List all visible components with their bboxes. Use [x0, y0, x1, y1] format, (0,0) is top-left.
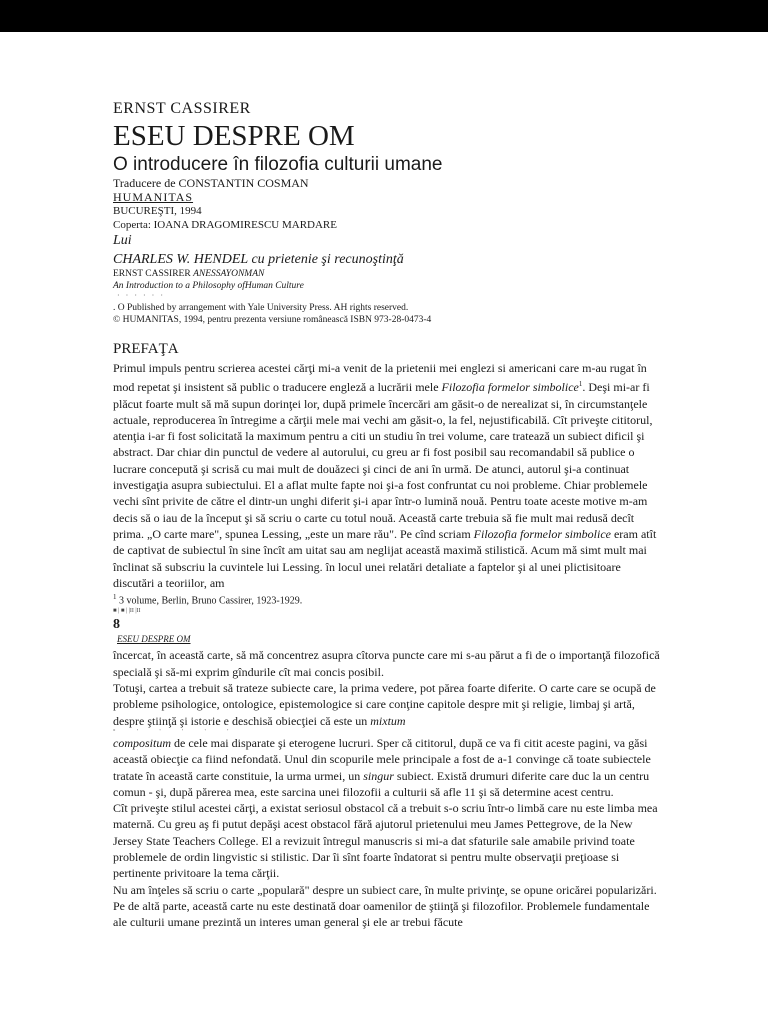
original-subtitle: An Introduction to a Philosophy ofHuman Culture: [113, 281, 304, 291]
page-break-mark: ■ | ■ | |II |II: [113, 608, 141, 615]
book-subtitle: O introducere în filozofia culturii umane: [113, 154, 443, 175]
decorative-dots: · · · · · ·: [117, 291, 165, 300]
original-author-line: [113, 268, 661, 280]
publisher-name: HUMANITAS: [113, 190, 194, 204]
author-name: ERNST CASSIRER: [113, 100, 251, 117]
preface-paragraph-2: încercat, în această carte, să mă concentrez asupra cîtorva puncte care mi s-au părut a fi de o importanţă filozofică specială şi să-mi exprim gîndurile cît mai concis posibil.: [113, 648, 660, 679]
copyright-line-2: © HUMANITAS, 1994, pentru prezenta versiune românească ISBN 973-28-0473-4: [113, 315, 432, 325]
book-title: ESEU DESPRE OM: [113, 120, 355, 152]
original-title: ANESSAYONMAN: [193, 269, 265, 279]
original-author: ERNST CASSIRER: [113, 269, 191, 279]
footnote: $^1$ 3 volume, Berlin, Bruno Cassirer, 1923-1929.: [113, 593, 303, 607]
dedication-line-2: CHARLES W. HENDEL cu prietenie şi recunoştinţă: [113, 252, 404, 267]
preface-paragraph-3: Totuşi, cartea a trebuit să trateze subiecte care, la prima vedere, pot părea foarte diferite. O carte care se ocupă de probleme psihologice, ontologice, epistemologice si care conţine capitole despre mit şi religie, limbaj şi artă, despre ştiinţă şi istorie e deschisă obiecţiei că este un mixtum: [113, 681, 656, 728]
document-page: [113, 100, 661, 931]
dedication-line-1: Lui: [113, 233, 132, 248]
top-black-bar: [0, 0, 768, 32]
preface-paragraph-3-cont: compositum de cele mai disparate şi eterogene lucruri. Sper că cititorul, după ce va fi citit aceste pagini, va găsi această obiecţie ca fiind nefondată. Unul din scopurile mele principale a fost de a-1 convinge că toate subiectele tratate în această carte constituie, la urma urmei, un singur subiect. Există drumuri diferite care duc la un centru comun - şi, după părerea mea, este sarcina unei filozofii a culturii să afle 11 şi să determine acest centru.: [113, 735, 651, 799]
page-number: 8: [113, 617, 120, 633]
copyright-line-1: . O Published by arrangement with Yale University Press. AH rights reserved.: [113, 303, 409, 313]
translator-line: Traducere de CONSTANTIN COSMAN: [113, 176, 309, 190]
place-year: BUCUREŞTI, 1994: [113, 205, 202, 217]
running-head: ESEU DESPRE OM: [117, 634, 191, 645]
preface-paragraph-1: Primul impuls pentru scrierea acestei cărţi mi-a venit de la prietenii mei englezi si americani care m-au rugat în mod repetat şi insistent să public o traducere engleză a lucrării mele Filozofia formelor simbolice$^1$. Deşi mi-ar fi plăcut foarte mult să mă supun dorinţei lor, după primele încercări am găsit-o de nerealizat si, în circumstanţele actuale, reproducerea în întregime a cărţii mele mai vechi am găsit-o, la fel, nejustificabilă. Cît priveşte cititorul, atenţia i-ar fi fost solicitată la maximum pentru a citi un studiu în trei volume, care tratează un subiect dificil şi abstract. Dar chiar din punctul de vedere al autorului, cu greu ar fi fost posibil sau recomandabil să publice o lucrare concepută şi scrisă cu mai mult de douăzeci şi cinci de ani în urmă. De atunci, autorul şi-a continuat investigaţia asupra subiectului. El a aflat multe fapte noi şi-a fost confruntat cu noi probleme. Chiar problemele vechi sînt privite de către el dintr-un unghi diferit şi-i apar într-o lumină nouă. Pentru toate aceste motive m-am decis să o iau de la început şi să scriu o carte cu totul nouă. Această carte trebuia să fie mult mai redusă decît prima. „O carte mare", spunea Lessing, „este un mare rău". Pe cînd scriam Filozofia formelor simbolice eram atît de captivat de subiectul în sine încît am uitat sau am neglijat această maximă stilistică. Acum mă simt mult mai înclinat să subscriu la cuvintele lui Lessing. în locul unei relatări detaliate a faptelor şi al unei plictisitoare discutări a teoriilor, am: [113, 361, 657, 590]
preface-paragraph-5: Nu am înţeles să scriu o carte „populară" despre un subiect care, în multe privinţe, se opune oricărei popularizări. Pe de altă parte, această carte nu este destinată doar oamenilor de ştiinţă şi filozofilor. Problemele fundamentale ale culturii umane prezintă un interes uman general şi ele ar trebui făcute: [113, 882, 657, 930]
cover-credit: Coperta: IOANA DRAGOMIRESCU MARDARE: [113, 219, 337, 231]
preface-paragraph-4: Cît priveşte stilul acestei cărţi, a existat seriosul obstacol că a trebuit s-o scriu într-o limbă care nu este limba mea maternă. Cu greu aş fi putut depăşi acest obstacol fără ajutorul prietenului meu James Pettegrove, de la New Jersey State Teachers College. El a revizuit întregul manuscris si mi-a dat sfaturile sale amabile privind toate problemele de ordin lingvistic si stilistic. Dar îi sînt foarte îndatorat si pentru multe observaţii preţioase si pertinente privitoare la tema cărţii.: [113, 801, 658, 881]
preface-heading: PREFAŢA: [113, 341, 179, 357]
scan-artifact-marks: ° ' ' ' ' ': [113, 728, 239, 735]
